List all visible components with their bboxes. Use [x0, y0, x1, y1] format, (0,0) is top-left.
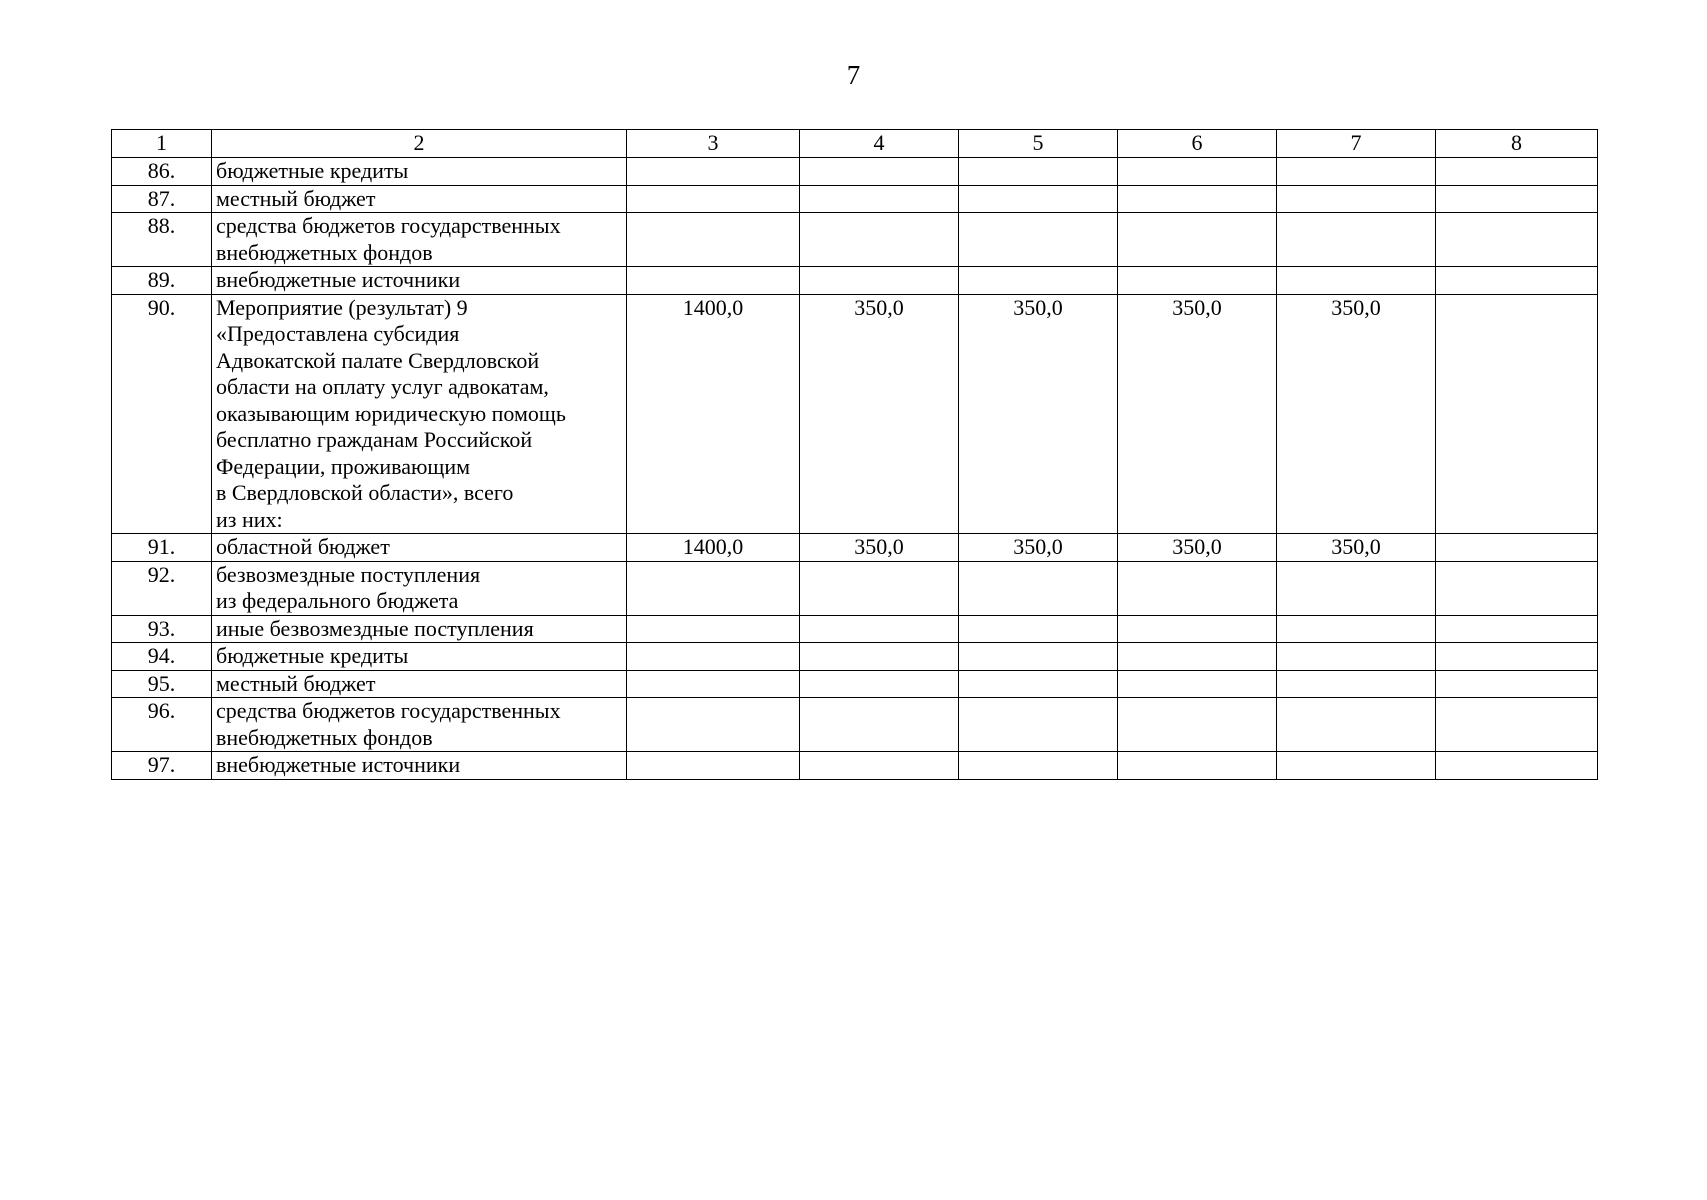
row-description: внебюджетные источники: [212, 752, 627, 780]
row-description: бюджетные кредиты: [212, 158, 627, 186]
value-cell: [627, 267, 800, 295]
row-number: 88.: [112, 213, 212, 267]
value-cell: [627, 670, 800, 698]
row-description: Мероприятие (результат) 9 «Предоставлена субсидия Адвокатской палате Свердловской области на оплату услуг адвокатам, оказывающим юридическую помощь бесплатно гражданам Российской Федерации, проживающим в Свердловской области», всего из них:: [212, 294, 627, 534]
value-cell: [959, 615, 1118, 643]
value-cell: [800, 615, 959, 643]
value-cell: [959, 643, 1118, 671]
value-cell: [800, 185, 959, 213]
row-description: безвозмездные поступления из федерального бюджета: [212, 561, 627, 615]
value-cell: [959, 213, 1118, 267]
value-cell: [1118, 670, 1277, 698]
table-row: [112, 643, 1598, 671]
value-cell: [1118, 698, 1277, 752]
value-cell: [800, 670, 959, 698]
value-cell: [959, 698, 1118, 752]
budget-table: [111, 129, 1598, 780]
value-cell: [1436, 643, 1598, 671]
value-cell: [959, 561, 1118, 615]
row-description: иные безвозмездные поступления: [212, 615, 627, 643]
row-number: 93.: [112, 615, 212, 643]
value-cell: 1400,0: [627, 294, 800, 534]
column-header: 6: [1118, 130, 1277, 158]
value-cell: [1436, 534, 1598, 562]
value-cell: [1436, 294, 1598, 534]
value-cell: [627, 752, 800, 780]
table-row: [112, 213, 1598, 267]
table-row: [112, 185, 1598, 213]
column-header: 3: [627, 130, 800, 158]
row-description: средства бюджетов государственных внебюджетных фондов: [212, 213, 627, 267]
value-cell: [800, 643, 959, 671]
row-number: 87.: [112, 185, 212, 213]
value-cell: [959, 185, 1118, 213]
value-cell: [959, 670, 1118, 698]
value-cell: [1118, 752, 1277, 780]
value-cell: [1118, 643, 1277, 671]
value-cell: [1436, 752, 1598, 780]
value-cell: 350,0: [1277, 534, 1436, 562]
value-cell: [1277, 213, 1436, 267]
value-cell: [1277, 698, 1436, 752]
value-cell: 350,0: [800, 294, 959, 534]
value-cell: [1436, 615, 1598, 643]
table-row: [112, 698, 1598, 752]
value-cell: [1277, 158, 1436, 186]
row-number: 97.: [112, 752, 212, 780]
row-description: местный бюджет: [212, 185, 627, 213]
value-cell: 350,0: [959, 294, 1118, 534]
value-cell: [800, 267, 959, 295]
value-cell: [800, 158, 959, 186]
table-row: [112, 534, 1598, 562]
column-header: 8: [1436, 130, 1598, 158]
row-number: 89.: [112, 267, 212, 295]
page-number: 7: [846, 60, 861, 90]
value-cell: [1436, 561, 1598, 615]
value-cell: 350,0: [1118, 534, 1277, 562]
value-cell: [1118, 615, 1277, 643]
value-cell: [627, 213, 800, 267]
value-cell: [627, 643, 800, 671]
value-cell: 350,0: [959, 534, 1118, 562]
value-cell: [627, 185, 800, 213]
value-cell: [1118, 267, 1277, 295]
value-cell: [627, 615, 800, 643]
value-cell: [627, 561, 800, 615]
value-cell: [1436, 267, 1598, 295]
column-header: 5: [959, 130, 1118, 158]
value-cell: [1277, 643, 1436, 671]
value-cell: [627, 158, 800, 186]
value-cell: [959, 267, 1118, 295]
row-number: 86.: [112, 158, 212, 186]
value-cell: [800, 698, 959, 752]
value-cell: [1436, 158, 1598, 186]
row-description: средства бюджетов государственных внебюджетных фондов: [212, 698, 627, 752]
column-header: 1: [112, 130, 212, 158]
value-cell: [800, 752, 959, 780]
table-row: [112, 294, 1598, 534]
value-cell: [1118, 185, 1277, 213]
value-cell: 1400,0: [627, 534, 800, 562]
row-description: местный бюджет: [212, 670, 627, 698]
row-number: 95.: [112, 670, 212, 698]
row-description: бюджетные кредиты: [212, 643, 627, 671]
table-row: [112, 615, 1598, 643]
header-row: [112, 130, 1598, 158]
table-body: [112, 158, 1598, 780]
row-number: 92.: [112, 561, 212, 615]
value-cell: [1277, 615, 1436, 643]
table-row: [112, 561, 1598, 615]
value-cell: [1118, 158, 1277, 186]
row-description: внебюджетные источники: [212, 267, 627, 295]
row-number: 90.: [112, 294, 212, 534]
row-number: 91.: [112, 534, 212, 562]
table-row: [112, 752, 1598, 780]
value-cell: [1436, 670, 1598, 698]
value-cell: [1277, 185, 1436, 213]
row-description: областной бюджет: [212, 534, 627, 562]
column-header: 7: [1277, 130, 1436, 158]
value-cell: 350,0: [1277, 294, 1436, 534]
row-number: 94.: [112, 643, 212, 671]
table-row: [112, 670, 1598, 698]
table-row: [112, 158, 1598, 186]
row-number: 96.: [112, 698, 212, 752]
value-cell: [1118, 213, 1277, 267]
value-cell: [1277, 670, 1436, 698]
value-cell: [800, 213, 959, 267]
column-header: 4: [800, 130, 959, 158]
value-cell: [1436, 185, 1598, 213]
value-cell: [1277, 561, 1436, 615]
table-row: [112, 267, 1598, 295]
value-cell: [959, 158, 1118, 186]
value-cell: 350,0: [800, 534, 959, 562]
value-cell: [627, 698, 800, 752]
column-header: 2: [212, 130, 627, 158]
value-cell: [1277, 267, 1436, 295]
value-cell: [1118, 561, 1277, 615]
value-cell: 350,0: [1118, 294, 1277, 534]
value-cell: [800, 561, 959, 615]
value-cell: [959, 752, 1118, 780]
value-cell: [1277, 752, 1436, 780]
value-cell: [1436, 698, 1598, 752]
value-cell: [1436, 213, 1598, 267]
